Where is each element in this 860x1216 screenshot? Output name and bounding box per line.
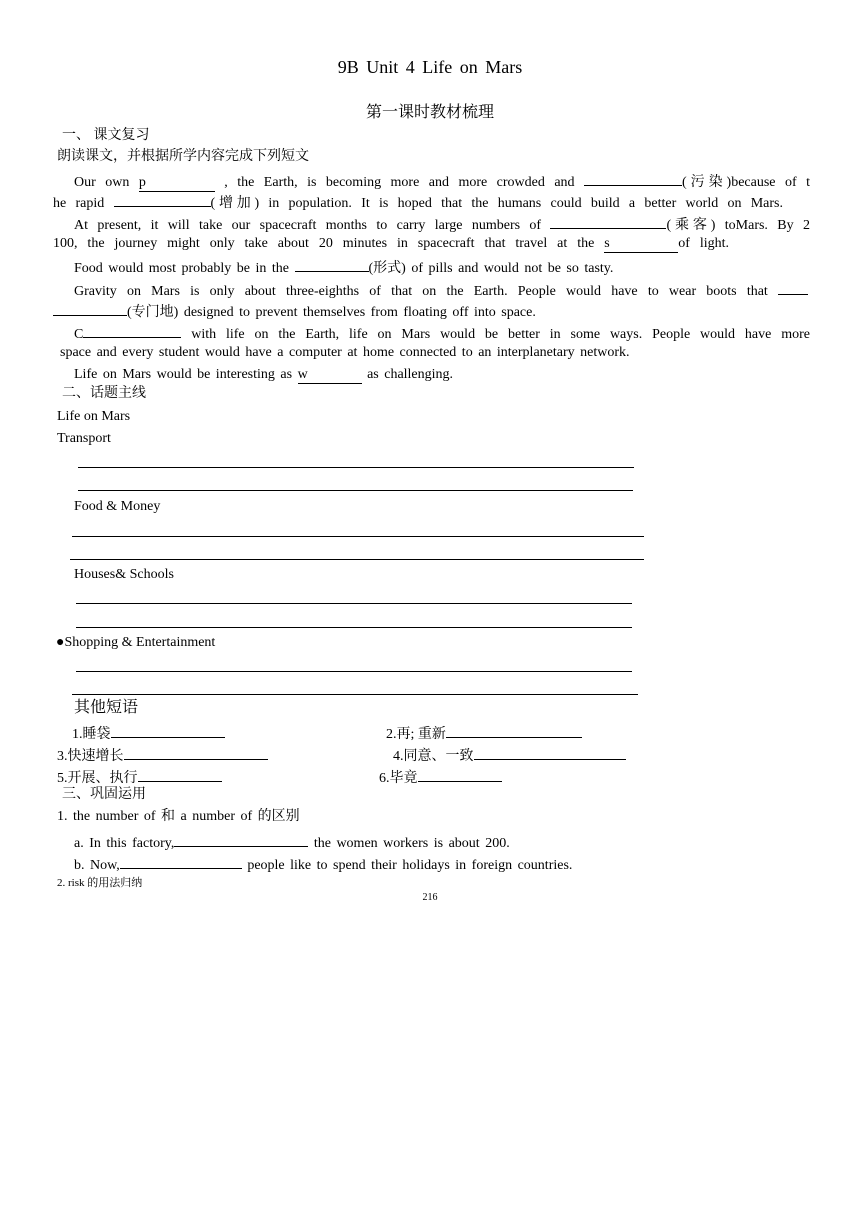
phrase-4: 4.同意、一致 [393,744,626,766]
passage-line-3: At present, it will take our spacecraft months to carry large numbers of (乘客) toMars. By 2 [74,213,810,235]
transport-label: Transport [57,431,111,446]
shopping-label: ●Shopping & Entertainment [56,635,216,650]
blank-3[interactable] [114,191,211,207]
phrase-6: 6.毕竟 [379,766,502,788]
phrase-blank[interactable] [111,722,225,738]
page-subtitle: 第一课时教材梳理 [365,102,494,121]
question-1a: a. In this factory, the women workers is about 200. [74,831,510,853]
phrase-blank[interactable] [124,744,268,760]
phrase-5: 5.开展、执行 [57,766,222,788]
passage-line-1: Our own p , the Earth, is becoming more and more crowded and (污染)because of t [74,170,810,192]
blank-5[interactable]: s [604,237,678,253]
phrase-3: 3.快速增长 [57,744,268,766]
answer-line[interactable] [72,694,638,695]
blank-9[interactable]: w [298,368,362,384]
page-number: 216 [422,892,438,903]
passage-line-5: Food would most probably be in the (形式) of pills and would not be so tasty. [74,256,613,278]
blank-6[interactable] [295,256,369,272]
topic-label: Life on Mars [57,409,131,424]
phrase-blank[interactable] [446,722,582,738]
blank-4[interactable] [550,213,666,229]
answer-line[interactable] [70,559,644,560]
question-1b-blank[interactable] [120,853,242,869]
phrase-1: 1.睡袋 [72,722,225,744]
section1-instruction: 朗读课文，并根据所学内容完成下列短文 [57,149,309,164]
answer-line[interactable] [72,536,644,537]
passage-line-10: Life on Mars would be interesting as w as challenging. [74,367,454,382]
answer-line[interactable] [78,490,633,491]
section2-heading: 二、话题主线 [62,386,146,401]
section1-heading: 一、 课文复习 [62,128,150,143]
question-2: 2. risk 的用法归纳 [57,877,143,889]
question-1b: b. Now, people like to spend their holidays in foreign countries. [74,853,572,875]
answer-line[interactable] [76,671,632,672]
other-phrases-heading: 其他短语 [74,699,139,716]
passage-line-2: he rapid (增加) in population. It is hoped that the humans could build a better world on Mars. [53,191,783,213]
passage-line-6: Gravity on Mars is only about three-eighths of that on the Earth. People would have to wear boots that [74,279,808,301]
question-1a-blank[interactable] [174,831,308,847]
blank-8[interactable] [83,322,181,338]
blank-7a[interactable] [778,279,808,295]
passage-line-9: space and every student would have a computer at home connected to an interplanetary network. [60,345,630,360]
blank-7b[interactable] [53,300,127,316]
phrase-blank[interactable] [418,766,502,782]
phrase-blank[interactable] [138,766,222,782]
answer-line[interactable] [76,627,632,628]
blank-2[interactable] [584,170,682,186]
passage-line-8: C with life on the Earth, life on Mars would be better in some ways. People would have more [74,322,810,344]
passage-line-4: 100, the journey might only take about 20 minutes in spacecraft that travel at the s of light. [53,236,729,251]
passage-line-7: (专门地) designed to prevent themselves from floating off into space. [53,300,536,322]
blank-1[interactable]: p [139,176,215,192]
section3-heading: 三、巩固运用 [62,787,146,802]
phrase-2: 2.再; 重新 [386,722,582,744]
answer-line[interactable] [76,603,632,604]
phrase-blank[interactable] [474,744,626,760]
question-1: 1. the number of 和 a number of 的区别 [57,809,300,824]
answer-line[interactable] [78,467,634,468]
food-label: Food & Money [74,499,161,514]
houses-label: Houses& Schools [74,567,174,582]
page-title: 9B Unit 4 Life on Mars [337,57,523,77]
